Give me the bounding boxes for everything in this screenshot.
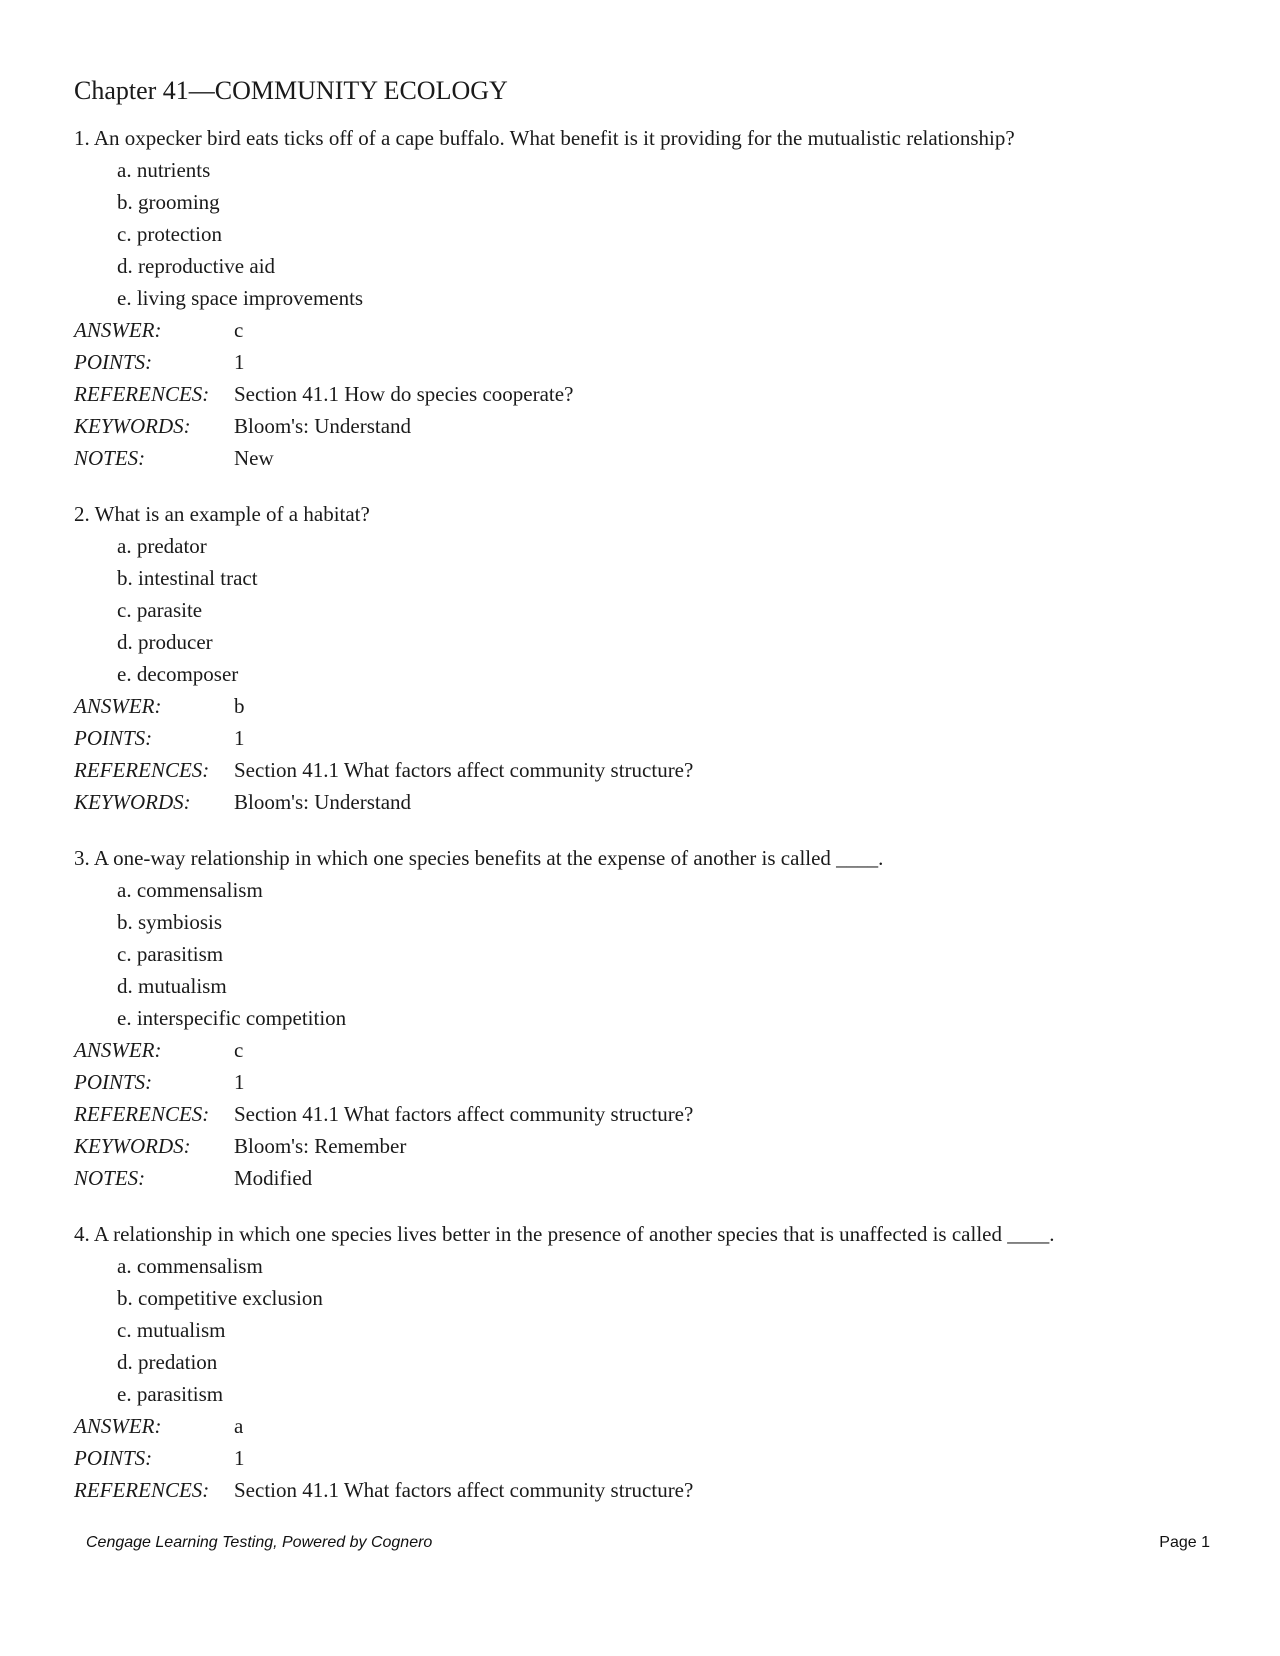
question: [74, 1218, 1224, 1506]
meta-row: [74, 442, 573, 474]
question-metadata: [74, 1410, 693, 1506]
meta-key: POINTS:: [74, 1446, 153, 1470]
meta-row: [74, 1162, 693, 1194]
meta-key: ANSWER:: [74, 1414, 162, 1438]
question-stem: 4. A relationship in which one species lives better in the presence of another species that is unaffected is called ____.: [74, 1222, 1055, 1246]
meta-value: Bloom's: Understand: [234, 414, 412, 438]
meta-row: [74, 1130, 693, 1162]
meta-value: c: [234, 1038, 244, 1062]
meta-value: Modified: [234, 1166, 313, 1190]
meta-value: 1: [234, 726, 245, 750]
meta-value: c: [234, 318, 244, 342]
answer-choice: d. producer: [117, 630, 213, 654]
question-metadata: [74, 1034, 693, 1194]
answer-choice: b. grooming: [117, 190, 220, 214]
meta-key: REFERENCES:: [74, 1102, 210, 1126]
meta-key: ANSWER:: [74, 318, 162, 342]
answer-choice: c. parasitism: [117, 942, 224, 966]
meta-value: Section 41.1 What factors affect community structure?: [234, 1102, 694, 1126]
meta-value: Bloom's: Understand: [234, 790, 412, 814]
question: [74, 498, 1224, 818]
answer-choice: e. decomposer: [117, 662, 239, 686]
meta-row: [74, 410, 573, 442]
answer-choice: e. interspecific competition: [117, 1006, 347, 1030]
meta-key: REFERENCES:: [74, 382, 210, 406]
answer-choice: e. parasitism: [117, 1382, 224, 1406]
meta-key: NOTES:: [74, 446, 146, 470]
page-number: Page 1: [1159, 1534, 1210, 1551]
meta-row: [74, 378, 573, 410]
meta-value: Bloom's: Remember: [234, 1134, 407, 1158]
question: [74, 122, 1224, 474]
question-stem: 3. A one-way relationship in which one species benefits at the expense of another is called ____.: [74, 846, 884, 870]
meta-key: NOTES:: [74, 1166, 146, 1190]
answer-choice: d. reproductive aid: [117, 254, 276, 278]
answer-choice: c. parasite: [117, 598, 203, 622]
meta-row: [74, 346, 573, 378]
answer-choice: e. living space improvements: [117, 286, 364, 310]
answer-choice: b. competitive exclusion: [117, 1286, 323, 1310]
answer-choice: d. predation: [117, 1350, 218, 1374]
answer-choice: a. nutrients: [117, 158, 211, 182]
meta-key: KEYWORDS:: [74, 790, 191, 814]
answer-choice: a. commensalism: [117, 878, 263, 902]
footer-credit: Cengage Learning Testing, Powered by Cognero: [86, 1534, 433, 1551]
answer-choices: [74, 530, 1224, 690]
answer-choices: [74, 1250, 1224, 1410]
answer-choice: b. symbiosis: [117, 910, 223, 934]
answer-choice: c. protection: [117, 222, 222, 246]
meta-value: 1: [234, 1446, 245, 1470]
meta-row: [74, 1474, 693, 1506]
meta-value: Section 41.1 What factors affect community structure?: [234, 758, 694, 782]
meta-key: ANSWER:: [74, 694, 162, 718]
meta-row: [74, 786, 693, 818]
answer-choices: [74, 874, 1224, 1034]
meta-key: ANSWER:: [74, 1038, 162, 1062]
meta-row: [74, 1442, 693, 1474]
page-title: Chapter 41—COMMUNITY ECOLOGY: [74, 76, 508, 105]
question-stem: 1. An oxpecker bird eats ticks off of a cape buffalo. What benefit is it providing for the mutualistic relationship?: [74, 126, 1015, 150]
meta-row: [74, 690, 693, 722]
meta-key: REFERENCES:: [74, 758, 210, 782]
answer-choices: [74, 154, 1224, 314]
meta-row: [74, 1098, 693, 1130]
meta-key: REFERENCES:: [74, 1478, 210, 1502]
meta-key: KEYWORDS:: [74, 1134, 191, 1158]
answer-choice: c. mutualism: [117, 1318, 226, 1342]
meta-value: b: [234, 694, 245, 718]
meta-value: a: [234, 1414, 244, 1438]
meta-row: [74, 1034, 693, 1066]
meta-row: [74, 1410, 693, 1442]
question-metadata: [74, 314, 573, 474]
question-list: [74, 122, 1224, 1530]
meta-value: Section 41.1 How do species cooperate?: [234, 382, 574, 406]
answer-choice: d. mutualism: [117, 974, 227, 998]
answer-choice: a. predator: [117, 534, 207, 558]
meta-row: [74, 754, 693, 786]
answer-choice: b. intestinal tract: [117, 566, 258, 590]
question-metadata: [74, 690, 693, 818]
meta-value: New: [234, 446, 274, 470]
meta-value: Section 41.1 What factors affect community structure?: [234, 1478, 694, 1502]
meta-row: [74, 722, 693, 754]
meta-row: [74, 1066, 693, 1098]
meta-key: POINTS:: [74, 1070, 153, 1094]
meta-value: 1: [234, 1070, 245, 1094]
answer-choice: a. commensalism: [117, 1254, 263, 1278]
meta-row: [74, 314, 573, 346]
meta-key: POINTS:: [74, 726, 153, 750]
meta-key: KEYWORDS:: [74, 414, 191, 438]
meta-key: POINTS:: [74, 350, 153, 374]
meta-value: 1: [234, 350, 245, 374]
question: [74, 842, 1224, 1194]
question-stem: 2. What is an example of a habitat?: [74, 502, 370, 526]
